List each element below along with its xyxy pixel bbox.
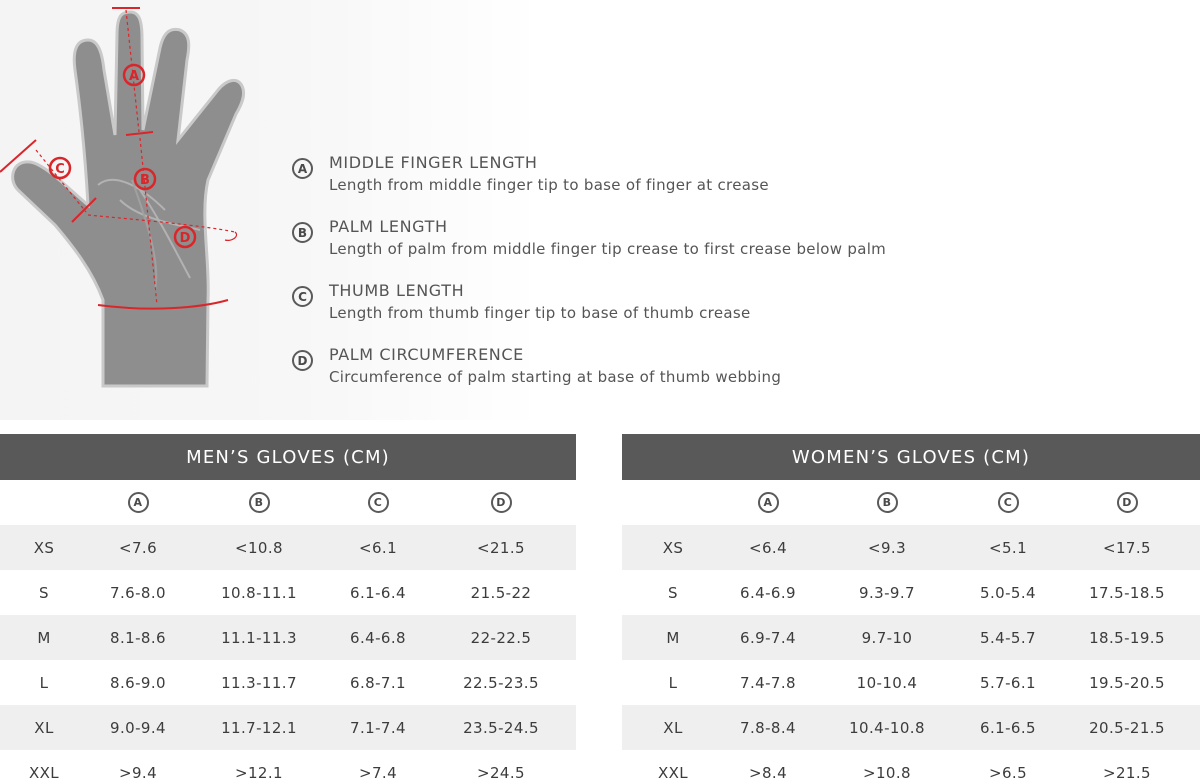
table-cell: 22.5-23.5 <box>463 673 539 692</box>
letter-a-badge-icon: A <box>292 158 313 179</box>
column-a-icon: A <box>758 492 779 513</box>
table-cell: >24.5 <box>477 763 525 782</box>
letter-d-badge-icon: D <box>292 350 313 371</box>
svg-text:A: A <box>128 69 140 84</box>
table-cell: 11.7-12.1 <box>221 718 297 737</box>
table-row <box>622 525 1200 570</box>
table-cell: 9.3-9.7 <box>859 583 915 602</box>
letter-c-badge-icon: C <box>292 286 313 307</box>
table-cell: 5.0-5.4 <box>980 583 1036 602</box>
table-cell: 7.6-8.0 <box>110 583 166 602</box>
table-cell: <17.5 <box>1103 538 1151 557</box>
table-cell: 6.1-6.4 <box>350 583 406 602</box>
table-cell: 7.8-8.4 <box>740 718 796 737</box>
legend-item-palm-length <box>292 216 1172 280</box>
table-cell: 6.1-6.5 <box>980 718 1036 737</box>
table-cell: 11.3-11.7 <box>221 673 297 692</box>
table-row <box>0 615 576 660</box>
table-cell: 10.8-11.1 <box>221 583 297 602</box>
legend-title: PALM LENGTH <box>329 217 448 236</box>
size-label: L <box>668 673 678 692</box>
table-cell: 6.4-6.8 <box>350 628 406 647</box>
size-label: M <box>37 628 51 647</box>
table-row <box>0 570 576 615</box>
table-cell: >12.1 <box>235 763 283 782</box>
column-d-icon: D <box>491 492 512 513</box>
table-cell: 5.4-5.7 <box>980 628 1036 647</box>
size-label: L <box>39 673 49 692</box>
table-cell: <9.3 <box>867 538 907 557</box>
column-header-row <box>0 480 576 525</box>
table-cell: 5.7-6.1 <box>980 673 1036 692</box>
column-header-row <box>622 480 1200 525</box>
legend-item-middle-finger-length <box>292 152 1172 216</box>
size-label: XXL <box>657 763 689 782</box>
svg-text:D: D <box>179 231 191 246</box>
womens-size-table <box>622 434 1200 784</box>
legend-description: Length from thumb finger tip to base of thumb crease <box>329 304 751 322</box>
table-cell: >9.4 <box>118 763 158 782</box>
table-cell: 11.1-11.3 <box>221 628 297 647</box>
table-cell: 9.0-9.4 <box>110 718 166 737</box>
table-cell: 23.5-24.5 <box>463 718 539 737</box>
size-label: XS <box>662 538 684 557</box>
table-cell: 21.5-22 <box>470 583 532 602</box>
table-cell: 8.6-9.0 <box>110 673 166 692</box>
table-cell: <7.6 <box>118 538 158 557</box>
table-cell: 8.1-8.6 <box>110 628 166 647</box>
table-cell: <5.1 <box>988 538 1028 557</box>
table-row <box>622 750 1200 784</box>
legend-item-palm-circumference <box>292 344 1172 408</box>
size-label: XXL <box>28 763 60 782</box>
table-cell: >10.8 <box>863 763 911 782</box>
legend-title: THUMB LENGTH <box>329 281 465 300</box>
table-cell: 10.4-10.8 <box>849 718 925 737</box>
size-label: S <box>668 583 678 602</box>
table-row <box>0 750 576 784</box>
mens-table-title: MEN’S GLOVES (CM) <box>0 434 576 480</box>
table-cell: 6.8-7.1 <box>350 673 406 692</box>
table-cell: 9.7-10 <box>861 628 913 647</box>
svg-text:C: C <box>55 162 65 177</box>
legend-description: Length of palm from middle finger tip crease to first crease below palm <box>329 240 887 258</box>
legend-item-thumb-length <box>292 280 1172 344</box>
table-cell: 20.5-21.5 <box>1089 718 1165 737</box>
table-cell: 18.5-19.5 <box>1089 628 1165 647</box>
table-row <box>622 660 1200 705</box>
table-row <box>622 570 1200 615</box>
table-cell: >21.5 <box>1103 763 1151 782</box>
table-cell: >7.4 <box>358 763 398 782</box>
table-row <box>0 660 576 705</box>
table-cell: 6.9-7.4 <box>740 628 796 647</box>
table-cell: 7.4-7.8 <box>740 673 796 692</box>
table-cell: 17.5-18.5 <box>1089 583 1165 602</box>
table-cell: <6.4 <box>748 538 788 557</box>
table-cell: <10.8 <box>235 538 283 557</box>
table-row <box>0 705 576 750</box>
column-c-icon: C <box>998 492 1019 513</box>
size-label: M <box>666 628 680 647</box>
legend-description: Length from middle finger tip to base of finger at crease <box>329 176 769 194</box>
column-c-icon: C <box>368 492 389 513</box>
table-cell: <21.5 <box>477 538 525 557</box>
womens-table-title: WOMEN’S GLOVES (CM) <box>622 434 1200 480</box>
hand-measurement-diagram <box>0 0 260 400</box>
table-cell: 22-22.5 <box>470 628 532 647</box>
legend-title: PALM CIRCUMFERENCE <box>329 345 524 364</box>
column-b-icon: B <box>249 492 270 513</box>
svg-text:B: B <box>140 173 150 188</box>
table-cell: 10-10.4 <box>856 673 918 692</box>
marker-c <box>50 158 70 178</box>
legend-title: MIDDLE FINGER LENGTH <box>329 153 538 172</box>
mens-size-table <box>0 434 576 784</box>
column-d-icon: D <box>1117 492 1138 513</box>
table-row <box>622 615 1200 660</box>
size-label: XL <box>663 718 683 737</box>
table-row <box>622 705 1200 750</box>
table-cell: >6.5 <box>988 763 1028 782</box>
measurement-legend <box>292 152 1172 408</box>
table-cell: 7.1-7.4 <box>350 718 406 737</box>
column-a-icon: A <box>128 492 149 513</box>
size-label: XS <box>33 538 55 557</box>
legend-description: Circumference of palm starting at base of thumb webbing <box>329 368 782 386</box>
table-cell: 6.4-6.9 <box>740 583 796 602</box>
column-b-icon: B <box>877 492 898 513</box>
letter-b-badge-icon: B <box>292 222 313 243</box>
table-cell: >8.4 <box>748 763 788 782</box>
table-cell: <6.1 <box>358 538 398 557</box>
size-label: S <box>39 583 49 602</box>
table-cell: 19.5-20.5 <box>1089 673 1165 692</box>
size-label: XL <box>34 718 54 737</box>
table-row <box>0 525 576 570</box>
